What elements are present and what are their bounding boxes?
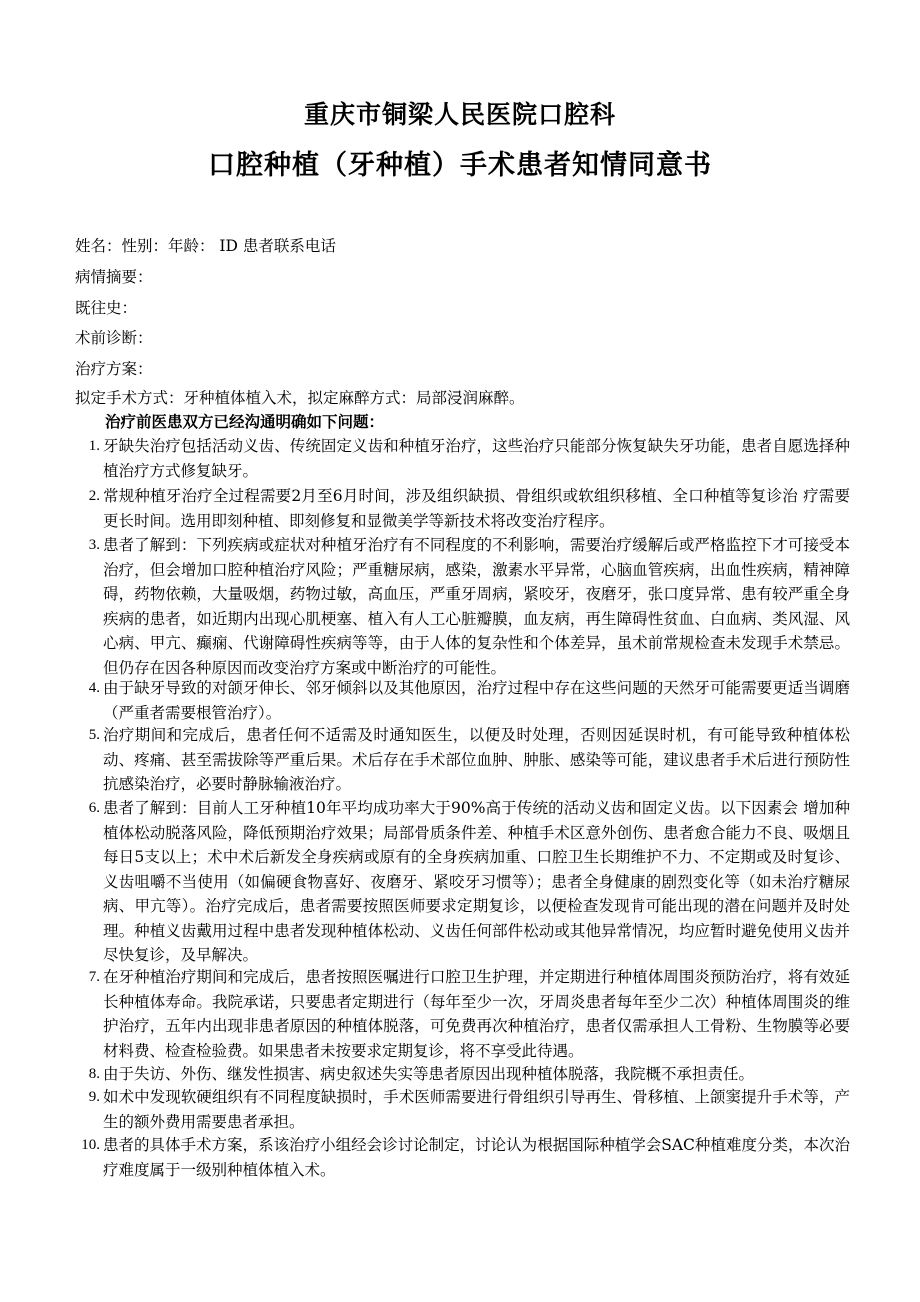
patient-info-line: 姓名：性别：年龄： ID 患者联系电话 [75, 237, 336, 255]
item-number: 7. [88, 969, 100, 985]
item-text: 患者的具体手术方案，系该治疗小组经会诊讨论制定，讨论认为根据国际种植学会SAC种植难度分类，本次治疗难度属于一级别种植体植入术。 [103, 1136, 850, 1179]
item-text: 由于失访、外伤、继发性损害、病史叙述失实等患者原因出现种植体脱落，我院概不承担责任。 [103, 1065, 755, 1083]
condition-summary-label: 病情摘要： [75, 268, 153, 286]
item-number: 2. [88, 488, 100, 504]
item-text: 由于缺牙导致的对颌牙伸长、邻牙倾斜以及其他原因，治疗过程中存在这些问题的天然牙可能需要更适当调磨（严重者需要根管治疗）。 [103, 679, 850, 722]
preop-diagnosis-label: 术前诊断： [75, 329, 153, 347]
item-number: 5. [88, 727, 100, 743]
item-number: 4. [88, 680, 100, 696]
item-text: 患者了解到：下列疾病或症状对种植牙治疗有不同程度的不利影响，需要治疗缓解后或严格监控下才可接受本治疗，但会增加口腔种植治疗风险；严重糖尿病，感染，激素水平异常，心脑血管疾病，出血性疾病，精神障碍，药物依赖，大量吸烟，药物过敏，高血压，严重牙周病，紧咬牙，夜磨牙，张口度异常、患有较严重全身疾病的患者，如近期内出现心肌梗塞、植入有人工心脏瓣膜，血友病，再生障碍性贫血、白血病、类风湿、风心病、甲亢、癫痫、代谢障碍性疾病等等，由于人体的复杂性和个体差异，虽术前常规检查未发现手术禁忌。但仍存在因各种原因而改变治疗方案或中断治疗的可能性。 [103, 536, 850, 677]
medical-history-label: 既往史： [75, 299, 138, 317]
item-number: 8. [88, 1066, 100, 1082]
item-text: 治疗期间和完成后，患者任何不适需及时通知医生，以便及时处理，否则因延误时机，有可能导致种植体松动、疼痛、甚至需拔除等严重后果。术后存在手术部位血肿、肿胀、感染等可能，建议患者手术后进行预防性抗感染治疗，必要时静脉输液治疗。 [103, 726, 850, 793]
item-number: 9. [88, 1089, 100, 1105]
intro-heading: 治疗前医患双方已经沟通明确如下问题： [105, 413, 385, 431]
treatment-plan-label: 治疗方案： [75, 360, 153, 378]
item-text: 牙缺失治疗包括活动义齿、传统固定义齿和种植牙治疗，这些治疗只能部分恢复缺失牙功能，患者自愿选择种植治疗方式修复缺牙。 [103, 437, 850, 480]
item-number: 6. [88, 800, 100, 816]
item-number: 10. [81, 1137, 100, 1153]
hospital-title: 重庆市铜梁人民医院口腔科 [303, 100, 616, 129]
item-text: 常规种植牙治疗全过程需要2月至6月时间，涉及组织缺损、骨组织或软组织移植、全口种植等复诊治 疗需要更长时间。选用即刻种植、即刻修复和显微美学等新技术将改变治疗程序。 [103, 487, 850, 530]
item-text: 患者了解到：目前人工牙种植10年平均成功率大于90%高于传统的活动义齿和固定义齿。以下因素会 增加种植体松动脱落风险，降低预期治疗效果；局部骨质条件差、种植手术区意外创伤、患者愈合能力不良、吸烟且每日5支以上；术中术后新发全身疾病或原有的全身疾病加重、口腔卫生长期维护不力、不定期或及时复诊、义齿咀嚼不当使用（如偏硬食物喜好、夜磨牙、紧咬牙习惯等）；患者全身健康的剧烈变化等（如未治疗糖尿病、甲亢等）。治疗完成后，患者需要按照医师要求定期复诊，以便检查发现肯可能出现的潜在问题并及时处理。种植义齿戴用过程中患者发现种植体松动、义齿任何部件松动或其他异常情况，均应暂时避免使用义齿并尽快复诊，及早解决。 [103, 799, 850, 964]
item-number: 3. [88, 537, 100, 553]
surgery-method-line: 拟定手术方式：牙种植体植入术，拟定麻醉方式：局部浸润麻醉。 [75, 389, 525, 407]
item-text: 在牙种植治疗期间和完成后，患者按照医嘱进行口腔卫生护理，并定期进行种植体周围炎预防治疗，将有效延长种植体寿命。我院承诺，只要患者定期进行（每年至少一次，牙周炎患者每年至少二次）种植体周围炎的维护治疗，五年内出现非患者原因的种植体脱落，可免费再次种植治疗，患者仅需承担人工骨粉、生物膜等必要材料费、检查检验费。如果患者未按要求定期复诊，将不享受此待遇。 [103, 968, 850, 1060]
document-title: 口腔种植（牙种植）手术患者知情同意书 [208, 150, 712, 181]
item-text: 如术中发现软硬组织有不同程度缺损时，手术医师需要进行骨组织引导再生、骨移植、上颌窦提升手术等，产生的额外费用需要患者承担。 [103, 1088, 850, 1131]
item-number: 1. [88, 438, 100, 454]
